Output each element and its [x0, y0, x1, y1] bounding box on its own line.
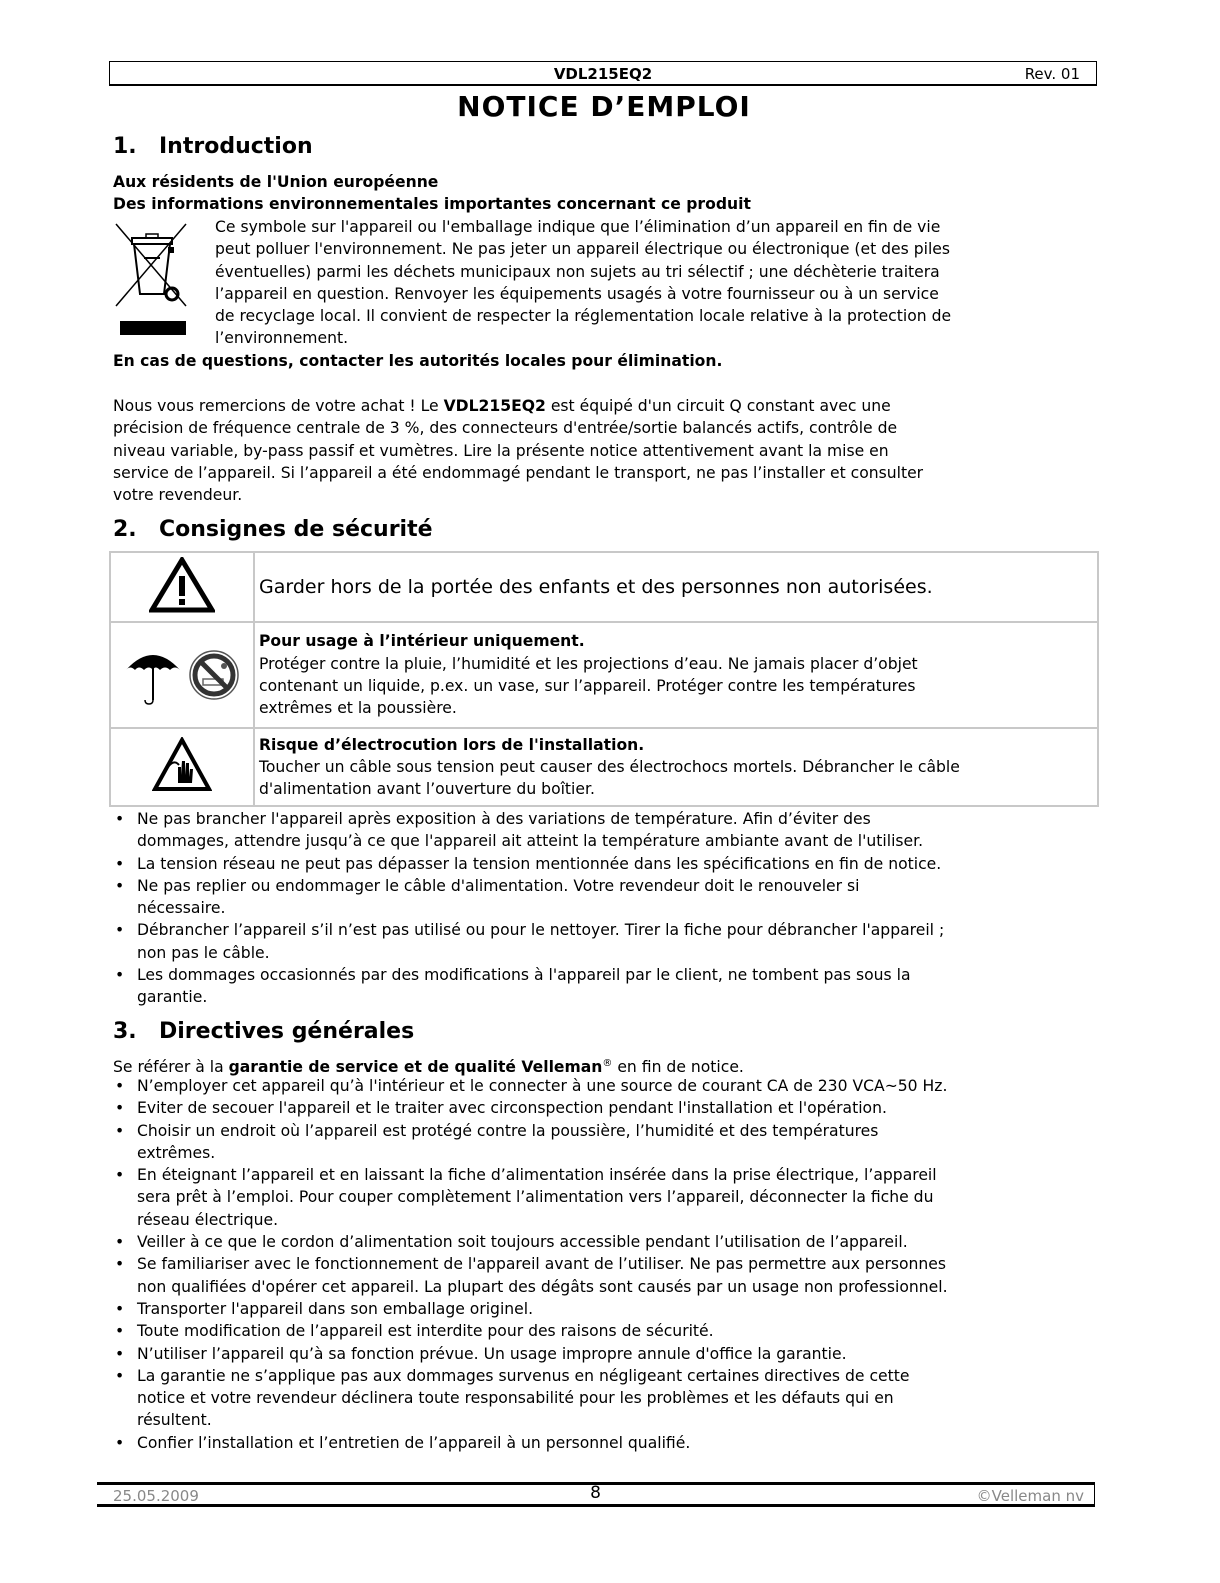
safety-row	[110, 552, 1098, 622]
list-item: • En éteignant l’appareil et en laissant la fiche d’alimentation insérée dans la prise électrique, l’appareil sera prêt à l’emploi. Pour couper complètement l’alimentation vers l’appareil, déconnecter la fiche du réseau électrique.	[113, 1164, 1103, 1231]
page-header	[109, 61, 1097, 86]
list-item: • N’employer cet appareil qu’à l'intérieur et le connecter à une source de courant CA de 230 VCA~50 Hz.	[113, 1075, 1103, 1097]
weee-bin-icon	[112, 220, 192, 340]
contact-note: En cas de questions, contacter les autorités locales pour élimination.	[113, 352, 723, 370]
list-item: • Transporter l'appareil dans son emballage originel.	[113, 1298, 1103, 1320]
list-item: • Choisir un endroit où l’appareil est protégé contre la poussière, l’humidité et des températures extrêmes.	[113, 1120, 1103, 1165]
page-number: 8	[590, 1483, 601, 1503]
copyright: ©Velleman nv	[976, 1487, 1084, 1505]
umbrella-icon	[124, 644, 182, 706]
page-footer	[97, 1482, 1095, 1507]
list-item: • La tension réseau ne peut pas dépasser la tension mentionnée dans les spécifications en fin de notice.	[113, 853, 1103, 875]
list-item: • N’utiliser l’appareil qu’à sa fonction prévue. Un usage impropre annule d'office la garantie.	[113, 1343, 1103, 1365]
list-item: • Toute modification de l’appareil est interdite pour des raisons de sécurité.	[113, 1320, 1103, 1342]
footer-date: 25.05.2009	[113, 1487, 199, 1505]
list-item: • Confier l’installation et l’entretien de l’appareil à un personnel qualifié.	[113, 1432, 1103, 1454]
electrocution-warning-icon	[152, 737, 212, 793]
general-bullets	[113, 1075, 1103, 1454]
safety-row: Pour usage à l’intérieur uniquement. Protéger contre la pluie, l’humidité et les projections d’eau. Ne jamais placer d’objet contenant un liquide, p.ex. un vase, sur l’appareil. Protéger contre les températures extrêmes et la poussière.	[110, 622, 1098, 728]
list-item: • Veiller à ce que le cordon d’alimentation soit toujours accessible pendant l’utilisation de l’appareil.	[113, 1231, 1103, 1253]
weee-text: Ce symbole sur l'appareil ou l'emballage indique que l’élimination d’un appareil en fin de vie peut polluer l'environnement. Ne pas jeter un appareil électrique ou électronique (et des piles éventuelles) parmi les déchets municipaux non sujets au tri sélectif ; une déchèterie traitera l’appareil en question. Renvoyer les équipements usagés à votre fournisseur ou à un service de recyclage local. Il convient de respecter la réglementation locale relative à la protection de l’environnement.	[215, 218, 952, 348]
env-info-heading: Des informations environnementales importantes concernant ce produit	[113, 195, 751, 213]
section-1-heading: 1. Introduction	[113, 134, 313, 159]
safety-row: Risque d’électrocution lors de l'installation. Toucher un câble sous tension peut causer des électrochocs mortels. Débrancher le câble d'alimentation avant l’ouverture du boîtier.	[110, 728, 1098, 806]
warning-triangle-icon	[149, 557, 215, 613]
safety-table	[109, 551, 1099, 807]
list-item: • Les dommages occasionnés par des modifications à l'appareil par le client, ne tombent pas sous la garantie.	[113, 964, 1103, 1009]
safety-text: Garder hors de la portée des enfants et des personnes non autorisées.	[254, 552, 1098, 622]
list-item: • Eviter de secouer l'appareil et le traiter avec circonspection pendant l'installation et l'opération.	[113, 1097, 1103, 1119]
list-item: • Ne pas brancher l'appareil après exposition à des variations de température. Afin d’éviter des dommages, attendre jusqu’à ce que l'appareil ait atteint la température ambiante avant de l'utiliser.	[113, 808, 1103, 853]
list-item: • Se familiariser avec le fonctionnement de l'appareil avant de l’utiliser. Ne pas permettre aux personnes non qualifiées d'opérer cet appareil. La plupart des dégâts sont causés par un usage non professionnel.	[113, 1253, 1103, 1298]
list-item: • La garantie ne s’applique pas aux dommages survenus en négligeant certaines directives de cette notice et votre revendeur déclinera toute responsabilité pour les problèmes et les défauts qui en résultent.	[113, 1365, 1103, 1432]
product-name: VDL215EQ2	[443, 397, 546, 415]
list-item: • Ne pas replier ou endommager le câble d'alimentation. Votre revendeur doit le renouveler si nécessaire.	[113, 875, 1103, 920]
document-title: NOTICE D’EMPLOI	[457, 90, 751, 123]
section-2-heading: 2. Consignes de sécurité	[113, 517, 433, 542]
safety-bullets	[113, 808, 1103, 1009]
revision: Rev. 01	[1024, 65, 1080, 83]
list-item: • Débrancher l’appareil s’il n’est pas utilisé ou pour le nettoyer. Tirer la fiche pour débrancher l'appareil ; non pas le câble.	[113, 919, 1103, 964]
warranty-reference: Se référer à la garantie de service et de qualité Velleman® en fin de notice.	[113, 1058, 744, 1077]
model-code: VDL215EQ2	[553, 65, 653, 83]
section-3-heading: 3. Directives générales	[113, 1019, 415, 1044]
safety-title: Risque d’électrocution lors de l'installation.	[259, 735, 645, 754]
intro-paragraph: Nous vous remercions de votre achat ! Le VDL215EQ2 est équipé d'un circuit Q constant avec une précision de fréquence centrale de 3 %, des connecteurs d'entrée/sortie balancés actifs, contrôle de niveau variable, by-pass passif et vumètres. Lire la présente notice attentivement avant la mise en service de l’appareil. Si l’appareil a été endommagé pendant le transport, ne pas l’installer et consulter votre revendeur.	[113, 397, 924, 505]
no-liquid-icon	[188, 649, 240, 701]
safety-title: Pour usage à l’intérieur uniquement.	[259, 632, 585, 651]
eu-residents: Aux résidents de l'Union européenne	[113, 173, 439, 191]
